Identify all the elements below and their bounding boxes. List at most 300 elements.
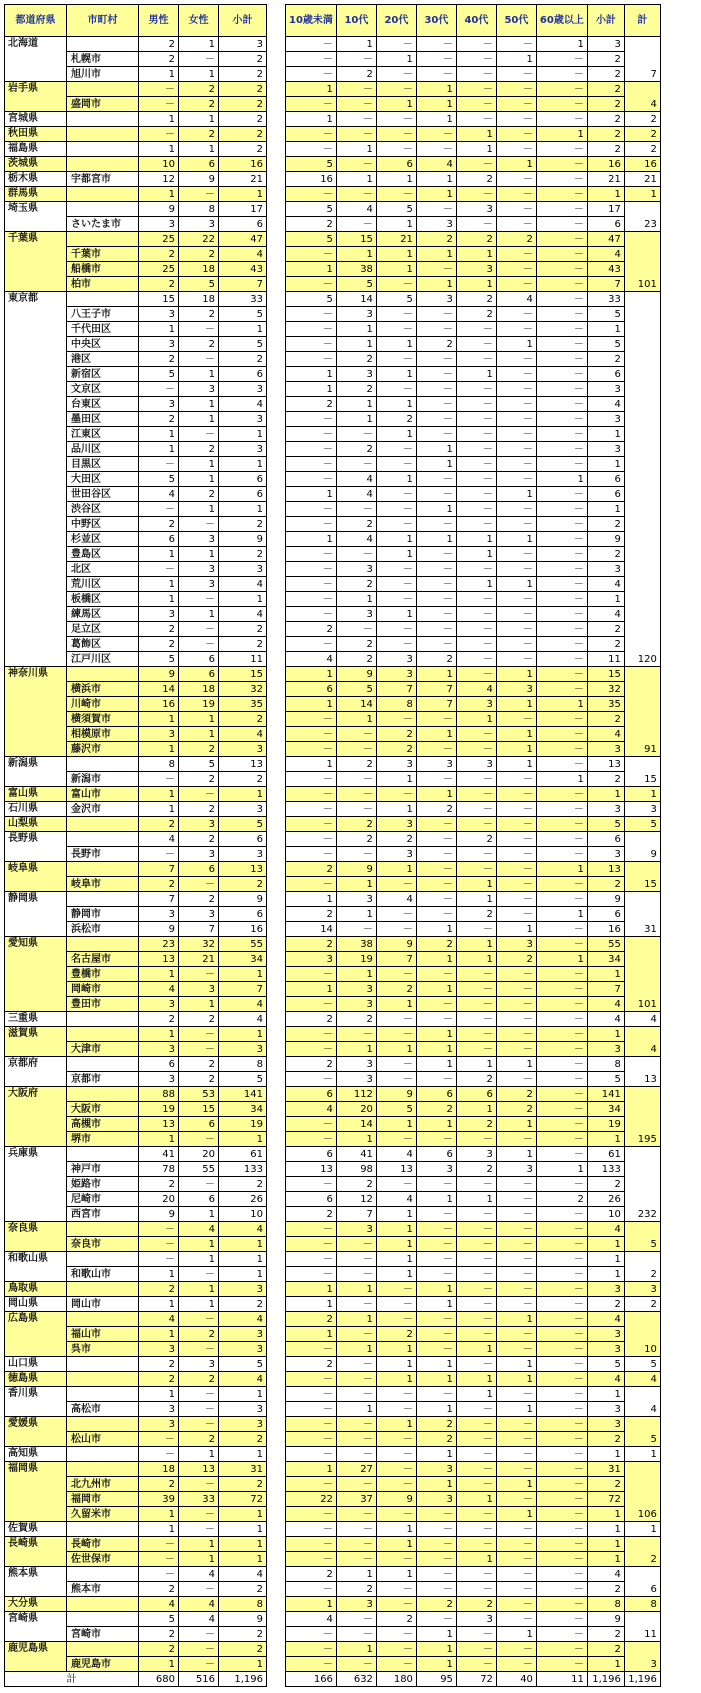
prefecture-cell: 北海道: [5, 37, 67, 82]
value-cell: －: [286, 1507, 337, 1522]
value-cell: －: [179, 1417, 219, 1432]
city-cell: 豊橋市: [67, 967, 139, 982]
prefecture-total-cell: 11: [624, 1612, 660, 1642]
value-cell: 1: [536, 127, 587, 142]
value-cell: －: [416, 817, 456, 832]
value-cell: 16: [587, 922, 624, 937]
value-cell: －: [456, 862, 496, 877]
value-cell: 1: [376, 397, 416, 412]
value-cell: －: [286, 1432, 337, 1447]
value-cell: 1: [219, 427, 267, 442]
table-row: [286, 427, 661, 442]
value-cell: －: [496, 307, 536, 322]
value-cell: －: [536, 367, 587, 382]
total-value: 1,196: [624, 1672, 660, 1687]
value-cell: －: [376, 1432, 416, 1447]
value-cell: 1: [456, 142, 496, 157]
value-cell: －: [496, 67, 536, 82]
value-cell: 1: [139, 787, 179, 802]
value-cell: 1: [179, 502, 219, 517]
value-cell: －: [456, 652, 496, 667]
table-row: [5, 937, 267, 952]
value-cell: 2: [286, 1057, 337, 1072]
table-row: [286, 1312, 661, 1327]
value-cell: 1: [336, 967, 376, 982]
value-cell: 43: [587, 262, 624, 277]
value-cell: 2: [587, 1177, 624, 1192]
value-cell: －: [179, 352, 219, 367]
value-cell: －: [376, 517, 416, 532]
value-cell: －: [416, 52, 456, 67]
value-cell: －: [536, 202, 587, 217]
value-cell: －: [456, 637, 496, 652]
value-cell: －: [536, 427, 587, 442]
value-cell: 15: [219, 667, 267, 682]
value-cell: 1: [587, 1387, 624, 1402]
prefecture-total-cell: 3: [624, 1642, 660, 1672]
value-cell: 2: [587, 637, 624, 652]
value-cell: －: [456, 622, 496, 637]
value-cell: －: [496, 187, 536, 202]
prefecture-total-cell: 4: [624, 1372, 660, 1387]
value-cell: －: [456, 52, 496, 67]
value-cell: －: [536, 967, 587, 982]
value-cell: －: [496, 1492, 536, 1507]
value-cell: －: [286, 1027, 337, 1042]
value-cell: －: [456, 382, 496, 397]
value-cell: －: [536, 292, 587, 307]
value-cell: 2: [219, 97, 267, 112]
value-cell: 2: [179, 82, 219, 97]
table-row: [286, 772, 661, 787]
total-value: 632: [336, 1672, 376, 1687]
value-cell: 1: [536, 697, 587, 712]
value-cell: －: [536, 1552, 587, 1567]
table-row: [286, 802, 661, 817]
value-cell: 3: [139, 727, 179, 742]
value-cell: 61: [219, 1147, 267, 1162]
value-cell: －: [416, 307, 456, 322]
value-cell: 14: [336, 292, 376, 307]
prefecture-cell: 石川県: [5, 802, 67, 817]
city-cell: [67, 1567, 139, 1582]
value-cell: －: [496, 1552, 536, 1567]
table-row: [286, 292, 661, 307]
value-cell: －: [456, 1477, 496, 1492]
value-cell: 1: [496, 757, 536, 772]
value-cell: 3: [179, 382, 219, 397]
table-row: [286, 1477, 661, 1492]
value-cell: －: [456, 787, 496, 802]
city-cell: [67, 202, 139, 217]
value-cell: 1: [456, 547, 496, 562]
value-cell: 6: [587, 367, 624, 382]
city-cell: [67, 817, 139, 832]
city-cell: [67, 142, 139, 157]
value-cell: 1: [536, 472, 587, 487]
table-row: [286, 742, 661, 757]
value-cell: －: [496, 397, 536, 412]
prefecture-cell: 熊本県: [5, 1567, 67, 1597]
value-cell: －: [286, 772, 337, 787]
value-cell: －: [536, 847, 587, 862]
value-cell: 2: [179, 892, 219, 907]
value-cell: －: [179, 787, 219, 802]
table-row: [5, 832, 267, 847]
prefecture-total-cell: 2: [624, 142, 660, 157]
city-cell: [67, 757, 139, 772]
value-cell: 25: [139, 262, 179, 277]
table-row: [286, 412, 661, 427]
value-cell: －: [416, 1507, 456, 1522]
value-cell: 1: [376, 1252, 416, 1267]
value-cell: 1: [587, 427, 624, 442]
value-cell: －: [336, 727, 376, 742]
value-cell: －: [179, 1507, 219, 1522]
value-cell: 4: [587, 727, 624, 742]
value-cell: 3: [336, 562, 376, 577]
table-row: [5, 157, 267, 172]
value-cell: 10: [587, 1207, 624, 1222]
city-cell: [67, 1642, 139, 1657]
value-cell: 2: [139, 1477, 179, 1492]
value-cell: 1: [219, 1507, 267, 1522]
value-cell: 18: [179, 262, 219, 277]
value-cell: 3: [587, 1342, 624, 1357]
value-cell: －: [456, 472, 496, 487]
value-cell: 1: [219, 1252, 267, 1267]
value-cell: －: [286, 187, 337, 202]
column-header: 40代: [456, 5, 496, 37]
table-row: [286, 442, 661, 457]
value-cell: －: [496, 802, 536, 817]
value-cell: 2: [456, 307, 496, 322]
value-cell: －: [496, 712, 536, 727]
table-row: [5, 787, 267, 802]
value-cell: 1: [376, 367, 416, 382]
value-cell: 2: [456, 1072, 496, 1087]
value-cell: 1: [336, 412, 376, 427]
table-row: [5, 37, 267, 52]
value-cell: 17: [219, 202, 267, 217]
value-cell: 4: [416, 157, 456, 172]
value-cell: 3: [179, 847, 219, 862]
value-cell: 13: [286, 1162, 337, 1177]
value-cell: －: [336, 157, 376, 172]
table-row: [286, 277, 661, 292]
value-cell: －: [536, 532, 587, 547]
value-cell: －: [416, 742, 456, 757]
value-cell: －: [336, 187, 376, 202]
value-cell: 1: [496, 667, 536, 682]
value-cell: 2: [139, 1012, 179, 1027]
value-cell: －: [286, 1237, 337, 1252]
table-row: [286, 1117, 661, 1132]
value-cell: 4: [219, 1222, 267, 1237]
value-cell: －: [416, 562, 456, 577]
value-cell: 2: [179, 247, 219, 262]
table-row: [286, 1342, 661, 1357]
value-cell: 9: [376, 1087, 416, 1102]
prefecture-cell: 愛知県: [5, 937, 67, 1012]
value-cell: －: [376, 1177, 416, 1192]
value-cell: 4: [219, 577, 267, 592]
value-cell: 1: [139, 142, 179, 157]
value-cell: －: [376, 1132, 416, 1147]
value-cell: －: [536, 217, 587, 232]
prefecture-total-cell: 5: [624, 817, 660, 832]
table-row: [286, 622, 661, 637]
city-cell: さいたま市: [67, 217, 139, 232]
value-cell: －: [456, 592, 496, 607]
value-cell: －: [456, 742, 496, 757]
city-cell: 藤沢市: [67, 742, 139, 757]
value-cell: －: [496, 592, 536, 607]
city-cell: 船橋市: [67, 262, 139, 277]
value-cell: 1: [286, 982, 337, 997]
value-cell: －: [536, 1387, 587, 1402]
value-cell: 1: [416, 1657, 456, 1672]
value-cell: 4: [179, 1567, 219, 1582]
value-cell: －: [416, 37, 456, 52]
city-cell: 中野区: [67, 517, 139, 532]
value-cell: －: [496, 1222, 536, 1237]
value-cell: 1: [456, 532, 496, 547]
value-cell: 1: [496, 1477, 536, 1492]
value-cell: 1: [179, 1282, 219, 1297]
table-row: [5, 757, 267, 772]
value-cell: 1: [219, 1267, 267, 1282]
value-cell: 1: [336, 172, 376, 187]
city-cell: 和歌山市: [67, 1267, 139, 1282]
value-cell: －: [536, 1492, 587, 1507]
value-cell: 1: [376, 1357, 416, 1372]
prefecture-total-cell: 8: [624, 1597, 660, 1612]
prefecture-total-cell: 2: [624, 1537, 660, 1567]
value-cell: －: [376, 382, 416, 397]
table-row: [286, 1657, 661, 1672]
value-cell: －: [376, 1657, 416, 1672]
value-cell: 9: [336, 667, 376, 682]
value-cell: －: [179, 622, 219, 637]
city-cell: [67, 1087, 139, 1102]
value-cell: 6: [286, 1087, 337, 1102]
value-cell: －: [416, 322, 456, 337]
table-row: [286, 937, 661, 952]
total-value: 95: [416, 1672, 456, 1687]
value-cell: －: [286, 802, 337, 817]
value-cell: 3: [376, 652, 416, 667]
value-cell: 2: [139, 877, 179, 892]
column-header: 20代: [376, 5, 416, 37]
value-cell: 5: [139, 652, 179, 667]
value-cell: 1: [286, 112, 337, 127]
city-cell: 葛飾区: [67, 637, 139, 652]
value-cell: －: [336, 1297, 376, 1312]
value-cell: 4: [587, 1222, 624, 1237]
value-cell: －: [286, 442, 337, 457]
table-row: [286, 892, 661, 907]
value-cell: 1: [376, 1117, 416, 1132]
value-cell: －: [179, 1522, 219, 1537]
table-row: [5, 1642, 267, 1657]
table-row: [286, 1192, 661, 1207]
value-cell: －: [336, 52, 376, 67]
value-cell: 9: [376, 1492, 416, 1507]
value-cell: －: [496, 1177, 536, 1192]
value-cell: 3: [376, 817, 416, 832]
value-cell: 2: [376, 982, 416, 997]
value-cell: －: [536, 322, 587, 337]
value-cell: 1: [416, 247, 456, 262]
table-row: [5, 172, 267, 187]
value-cell: 4: [587, 247, 624, 262]
value-cell: 2: [336, 382, 376, 397]
value-cell: 7: [587, 277, 624, 292]
city-cell: 墨田区: [67, 412, 139, 427]
value-cell: 3: [179, 1357, 219, 1372]
value-cell: －: [376, 1447, 416, 1462]
value-cell: 4: [286, 652, 337, 667]
value-cell: 2: [416, 337, 456, 352]
value-cell: －: [336, 1252, 376, 1267]
value-cell: －: [496, 1597, 536, 1612]
value-cell: －: [376, 142, 416, 157]
value-cell: 1: [336, 1567, 376, 1582]
city-cell: 佐世保市: [67, 1552, 139, 1567]
value-cell: 16: [139, 697, 179, 712]
city-cell: 八王子市: [67, 307, 139, 322]
value-cell: －: [376, 1507, 416, 1522]
value-cell: 5: [376, 202, 416, 217]
prefecture-total-cell: 13: [624, 1057, 660, 1087]
value-cell: 6: [139, 1057, 179, 1072]
value-cell: －: [456, 457, 496, 472]
table-row: [286, 1432, 661, 1447]
value-cell: －: [536, 487, 587, 502]
value-cell: 4: [219, 1012, 267, 1027]
value-cell: －: [496, 967, 536, 982]
value-cell: －: [496, 97, 536, 112]
value-cell: 7: [376, 952, 416, 967]
value-cell: 1: [496, 1402, 536, 1417]
value-cell: 1: [219, 1237, 267, 1252]
value-cell: －: [376, 1597, 416, 1612]
value-cell: 15: [139, 292, 179, 307]
value-cell: 2: [336, 817, 376, 832]
value-cell: －: [139, 562, 179, 577]
value-cell: －: [336, 772, 376, 787]
value-cell: －: [456, 607, 496, 622]
table-row: [286, 202, 661, 217]
value-cell: －: [496, 982, 536, 997]
value-cell: 1: [336, 142, 376, 157]
value-cell: 1: [286, 697, 337, 712]
value-cell: 1: [416, 922, 456, 937]
value-cell: 1: [416, 532, 456, 547]
value-cell: －: [376, 127, 416, 142]
value-cell: －: [416, 352, 456, 367]
prefecture-total-cell: 15: [624, 757, 660, 787]
value-cell: －: [376, 1477, 416, 1492]
value-cell: 6: [219, 217, 267, 232]
value-cell: －: [179, 187, 219, 202]
table-row: [286, 307, 661, 322]
value-cell: 1: [376, 1567, 416, 1582]
value-cell: 3: [587, 37, 624, 52]
value-cell: 1: [219, 322, 267, 337]
value-cell: 1: [376, 1537, 416, 1552]
value-cell: －: [286, 1447, 337, 1462]
value-cell: －: [286, 1552, 337, 1567]
value-cell: －: [456, 37, 496, 52]
value-cell: 9: [219, 532, 267, 547]
value-cell: －: [536, 1237, 587, 1252]
value-cell: 1: [416, 1282, 456, 1297]
value-cell: －: [376, 637, 416, 652]
value-cell: 1: [416, 442, 456, 457]
value-cell: 37: [336, 1492, 376, 1507]
value-cell: －: [456, 1297, 496, 1312]
value-cell: 1: [219, 787, 267, 802]
value-cell: 5: [219, 1072, 267, 1087]
value-cell: －: [179, 967, 219, 982]
value-cell: －: [456, 1522, 496, 1537]
value-cell: －: [286, 277, 337, 292]
value-cell: 1: [376, 247, 416, 262]
value-cell: 32: [219, 682, 267, 697]
value-cell: －: [536, 1642, 587, 1657]
value-cell: 6: [179, 157, 219, 172]
value-cell: 3: [336, 997, 376, 1012]
value-cell: 3: [219, 562, 267, 577]
value-cell: －: [376, 712, 416, 727]
prefecture-cell: 長野県: [5, 832, 67, 862]
city-cell: 相模原市: [67, 727, 139, 742]
prefecture-cell: 埼玉県: [5, 202, 67, 232]
prefecture-total-cell: 1: [624, 787, 660, 802]
value-cell: －: [456, 1657, 496, 1672]
value-cell: －: [456, 1582, 496, 1597]
city-cell: [67, 1612, 139, 1627]
table-row: [5, 1612, 267, 1627]
value-cell: 1: [587, 967, 624, 982]
table-row: [286, 382, 661, 397]
table-row: [286, 1282, 661, 1297]
value-cell: 35: [219, 697, 267, 712]
value-cell: －: [536, 172, 587, 187]
value-cell: －: [416, 1252, 456, 1267]
value-cell: 8: [139, 757, 179, 772]
value-cell: －: [456, 1237, 496, 1252]
value-cell: 3: [139, 997, 179, 1012]
value-cell: 3: [587, 1402, 624, 1417]
value-cell: 3: [496, 1162, 536, 1177]
value-cell: －: [416, 517, 456, 532]
value-cell: 19: [219, 1117, 267, 1132]
value-cell: 2: [286, 862, 337, 877]
value-cell: －: [496, 1237, 536, 1252]
value-cell: 1: [376, 532, 416, 547]
city-cell: 新宿区: [67, 367, 139, 382]
city-cell: 大阪市: [67, 1102, 139, 1117]
value-cell: 33: [587, 292, 624, 307]
value-cell: 1: [416, 1642, 456, 1657]
value-cell: －: [416, 997, 456, 1012]
city-cell: 宇都宮市: [67, 172, 139, 187]
city-cell: 西宮市: [67, 1207, 139, 1222]
value-cell: －: [536, 1597, 587, 1612]
